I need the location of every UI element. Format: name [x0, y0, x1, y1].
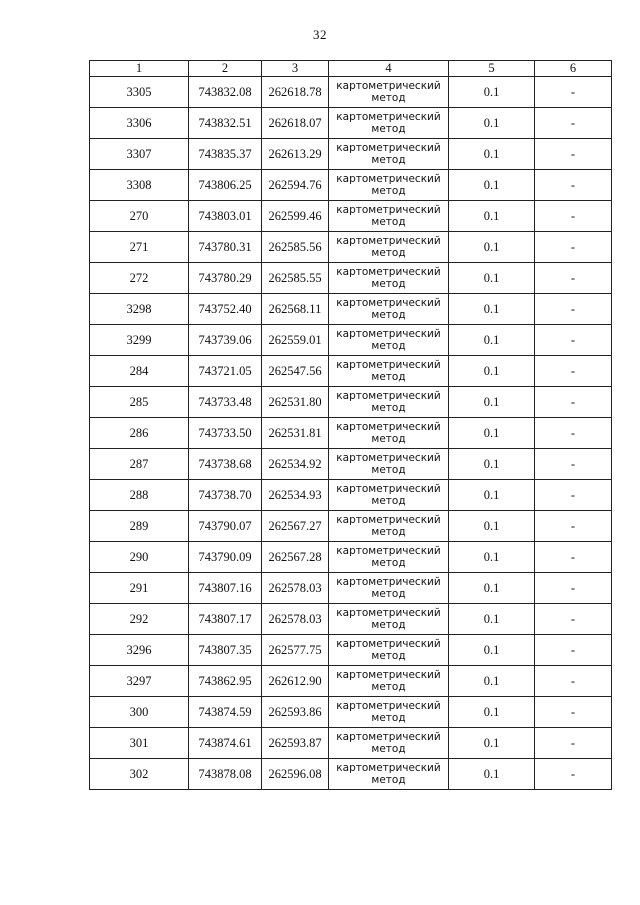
y-coordinate-cell: 262568.11 [262, 294, 329, 325]
table-row [90, 635, 612, 666]
method-line-1: картометрический [336, 328, 441, 340]
header-cell: 2 [189, 61, 262, 77]
header-cell: 6 [535, 61, 612, 77]
x-coordinate-cell: 743733.48 [189, 387, 262, 418]
y-coordinate-cell: 262534.92 [262, 449, 329, 480]
table-row [90, 263, 612, 294]
y-coordinate-cell: 262599.46 [262, 201, 329, 232]
method-line-1: картометрический [336, 204, 441, 216]
method-line-1: картометрический [336, 80, 441, 92]
accuracy-cell: 0.1 [449, 263, 535, 294]
x-coordinate-cell: 743721.05 [189, 356, 262, 387]
description-cell: - [535, 201, 612, 232]
method-cell [329, 201, 449, 232]
method-line-1: картометрический [336, 297, 441, 309]
accuracy-cell: 0.1 [449, 449, 535, 480]
method-line-2: метод [371, 371, 406, 383]
method-line-1: картометрический [336, 483, 441, 495]
x-coordinate-cell: 743862.95 [189, 666, 262, 697]
x-coordinate-cell: 743780.31 [189, 232, 262, 263]
table-row [90, 387, 612, 418]
description-cell: - [535, 480, 612, 511]
method-cell [329, 387, 449, 418]
method-cell [329, 170, 449, 201]
y-coordinate-cell: 262596.08 [262, 759, 329, 790]
method-line-1: картометрический [336, 235, 441, 247]
table-row [90, 728, 612, 759]
method-line-1: картометрический [336, 545, 441, 557]
accuracy-cell: 0.1 [449, 480, 535, 511]
point-number-cell: 291 [90, 573, 189, 604]
point-number-cell: 288 [90, 480, 189, 511]
method-cell [329, 418, 449, 449]
description-cell: - [535, 387, 612, 418]
method-line-1: картометрический [336, 638, 441, 650]
x-coordinate-cell: 743807.35 [189, 635, 262, 666]
point-number-cell: 292 [90, 604, 189, 635]
method-line-1: картометрический [336, 607, 441, 619]
point-number-cell: 302 [90, 759, 189, 790]
table-row [90, 573, 612, 604]
y-coordinate-cell: 262559.01 [262, 325, 329, 356]
point-number-cell: 3298 [90, 294, 189, 325]
method-cell [329, 449, 449, 480]
method-line-2: метод [371, 185, 406, 197]
x-coordinate-cell: 743835.37 [189, 139, 262, 170]
x-coordinate-cell: 743790.07 [189, 511, 262, 542]
table-row [90, 232, 612, 263]
method-cell [329, 542, 449, 573]
y-coordinate-cell: 262585.55 [262, 263, 329, 294]
x-coordinate-cell: 743738.68 [189, 449, 262, 480]
y-coordinate-cell: 262585.56 [262, 232, 329, 263]
x-coordinate-cell: 743739.06 [189, 325, 262, 356]
accuracy-cell: 0.1 [449, 139, 535, 170]
method-cell [329, 697, 449, 728]
point-number-cell: 300 [90, 697, 189, 728]
method-line-2: метод [371, 309, 406, 321]
description-cell: - [535, 263, 612, 294]
table-row [90, 542, 612, 573]
y-coordinate-cell: 262593.87 [262, 728, 329, 759]
x-coordinate-cell: 743738.70 [189, 480, 262, 511]
accuracy-cell: 0.1 [449, 511, 535, 542]
table-row [90, 139, 612, 170]
method-line-2: метод [371, 123, 406, 135]
point-number-cell: 3307 [90, 139, 189, 170]
point-number-cell: 3306 [90, 108, 189, 139]
accuracy-cell: 0.1 [449, 294, 535, 325]
method-cell [329, 263, 449, 294]
method-cell [329, 511, 449, 542]
table-body [90, 61, 612, 790]
accuracy-cell: 0.1 [449, 201, 535, 232]
method-cell [329, 480, 449, 511]
x-coordinate-cell: 743733.50 [189, 418, 262, 449]
method-line-1: картометрический [336, 700, 441, 712]
table-row [90, 294, 612, 325]
x-coordinate-cell: 743807.16 [189, 573, 262, 604]
point-number-cell: 3296 [90, 635, 189, 666]
method-line-1: картометрический [336, 142, 441, 154]
x-coordinate-cell: 743832.51 [189, 108, 262, 139]
method-line-1: картометрический [336, 731, 441, 743]
description-cell: - [535, 635, 612, 666]
y-coordinate-cell: 262612.90 [262, 666, 329, 697]
method-line-1: картометрический [336, 390, 441, 402]
method-cell [329, 294, 449, 325]
description-cell: - [535, 573, 612, 604]
accuracy-cell: 0.1 [449, 666, 535, 697]
method-line-1: картометрический [336, 111, 441, 123]
method-line-1: картометрический [336, 514, 441, 526]
method-line-1: картометрический [336, 576, 441, 588]
point-number-cell: 301 [90, 728, 189, 759]
y-coordinate-cell: 262593.86 [262, 697, 329, 728]
method-line-2: метод [371, 154, 406, 166]
point-number-cell: 285 [90, 387, 189, 418]
method-line-2: метод [371, 743, 406, 755]
accuracy-cell: 0.1 [449, 170, 535, 201]
description-cell: - [535, 232, 612, 263]
table-row [90, 418, 612, 449]
table-row [90, 449, 612, 480]
y-coordinate-cell: 262578.03 [262, 573, 329, 604]
description-cell: - [535, 604, 612, 635]
description-cell: - [535, 697, 612, 728]
y-coordinate-cell: 262531.80 [262, 387, 329, 418]
description-cell: - [535, 108, 612, 139]
description-cell: - [535, 356, 612, 387]
accuracy-cell: 0.1 [449, 697, 535, 728]
table-row [90, 666, 612, 697]
table-row [90, 511, 612, 542]
description-cell: - [535, 511, 612, 542]
header-cell: 1 [90, 61, 189, 77]
method-cell [329, 356, 449, 387]
method-line-1: картометрический [336, 359, 441, 371]
y-coordinate-cell: 262578.03 [262, 604, 329, 635]
description-cell: - [535, 666, 612, 697]
method-line-2: метод [371, 681, 406, 693]
x-coordinate-cell: 743790.09 [189, 542, 262, 573]
description-cell: - [535, 77, 612, 108]
accuracy-cell: 0.1 [449, 635, 535, 666]
description-cell: - [535, 139, 612, 170]
method-line-2: метод [371, 247, 406, 259]
description-cell: - [535, 759, 612, 790]
point-number-cell: 3297 [90, 666, 189, 697]
accuracy-cell: 0.1 [449, 418, 535, 449]
y-coordinate-cell: 262618.07 [262, 108, 329, 139]
header-row [90, 61, 612, 77]
method-cell [329, 108, 449, 139]
description-cell: - [535, 542, 612, 573]
table-row [90, 356, 612, 387]
point-number-cell: 271 [90, 232, 189, 263]
method-cell [329, 604, 449, 635]
method-cell [329, 232, 449, 263]
y-coordinate-cell: 262594.76 [262, 170, 329, 201]
method-cell [329, 325, 449, 356]
y-coordinate-cell: 262618.78 [262, 77, 329, 108]
point-number-cell: 272 [90, 263, 189, 294]
method-cell [329, 573, 449, 604]
page-number: 32 [313, 27, 327, 42]
method-line-2: метод [371, 619, 406, 631]
y-coordinate-cell: 262577.75 [262, 635, 329, 666]
x-coordinate-cell: 743878.08 [189, 759, 262, 790]
method-line-1: картометрический [336, 452, 441, 464]
method-cell [329, 759, 449, 790]
point-number-cell: 289 [90, 511, 189, 542]
description-cell: - [535, 418, 612, 449]
accuracy-cell: 0.1 [449, 604, 535, 635]
method-cell [329, 666, 449, 697]
method-line-2: метод [371, 650, 406, 662]
accuracy-cell: 0.1 [449, 728, 535, 759]
method-line-2: метод [371, 712, 406, 724]
accuracy-cell: 0.1 [449, 356, 535, 387]
y-coordinate-cell: 262613.29 [262, 139, 329, 170]
point-number-cell: 270 [90, 201, 189, 232]
table-row [90, 480, 612, 511]
method-line-1: картометрический [336, 266, 441, 278]
point-number-cell: 3299 [90, 325, 189, 356]
point-number-cell: 3308 [90, 170, 189, 201]
header-cell: 4 [329, 61, 449, 77]
method-line-1: картометрический [336, 669, 441, 681]
x-coordinate-cell: 743780.29 [189, 263, 262, 294]
method-line-2: метод [371, 433, 406, 445]
description-cell: - [535, 294, 612, 325]
coordinates-table [89, 60, 612, 790]
method-cell [329, 139, 449, 170]
y-coordinate-cell: 262531.81 [262, 418, 329, 449]
y-coordinate-cell: 262567.28 [262, 542, 329, 573]
method-line-1: картометрический [336, 421, 441, 433]
point-number-cell: 290 [90, 542, 189, 573]
x-coordinate-cell: 743806.25 [189, 170, 262, 201]
method-line-2: метод [371, 278, 406, 290]
header-cell: 3 [262, 61, 329, 77]
method-line-2: метод [371, 464, 406, 476]
x-coordinate-cell: 743832.08 [189, 77, 262, 108]
point-number-cell: 287 [90, 449, 189, 480]
method-line-1: картометрический [336, 173, 441, 185]
method-line-2: метод [371, 340, 406, 352]
table-row [90, 325, 612, 356]
x-coordinate-cell: 743874.61 [189, 728, 262, 759]
table-row [90, 77, 612, 108]
accuracy-cell: 0.1 [449, 759, 535, 790]
table-row [90, 697, 612, 728]
method-cell [329, 635, 449, 666]
description-cell: - [535, 170, 612, 201]
accuracy-cell: 0.1 [449, 542, 535, 573]
accuracy-cell: 0.1 [449, 573, 535, 604]
method-line-2: метод [371, 557, 406, 569]
point-number-cell: 286 [90, 418, 189, 449]
table-row [90, 108, 612, 139]
accuracy-cell: 0.1 [449, 387, 535, 418]
y-coordinate-cell: 262547.56 [262, 356, 329, 387]
method-line-2: метод [371, 774, 406, 786]
method-cell [329, 728, 449, 759]
method-line-2: метод [371, 402, 406, 414]
accuracy-cell: 0.1 [449, 108, 535, 139]
method-line-2: метод [371, 588, 406, 600]
method-line-2: метод [371, 495, 406, 507]
x-coordinate-cell: 743874.59 [189, 697, 262, 728]
method-line-2: метод [371, 92, 406, 104]
table-row [90, 759, 612, 790]
accuracy-cell: 0.1 [449, 325, 535, 356]
header-cell: 5 [449, 61, 535, 77]
description-cell: - [535, 728, 612, 759]
y-coordinate-cell: 262567.27 [262, 511, 329, 542]
table-row [90, 170, 612, 201]
method-line-2: метод [371, 216, 406, 228]
table-row [90, 604, 612, 635]
description-cell: - [535, 449, 612, 480]
method-line-1: картометрический [336, 762, 441, 774]
y-coordinate-cell: 262534.93 [262, 480, 329, 511]
accuracy-cell: 0.1 [449, 77, 535, 108]
description-cell: - [535, 325, 612, 356]
point-number-cell: 284 [90, 356, 189, 387]
x-coordinate-cell: 743807.17 [189, 604, 262, 635]
x-coordinate-cell: 743803.01 [189, 201, 262, 232]
method-line-2: метод [371, 526, 406, 538]
x-coordinate-cell: 743752.40 [189, 294, 262, 325]
table-row [90, 201, 612, 232]
method-cell [329, 77, 449, 108]
point-number-cell: 3305 [90, 77, 189, 108]
accuracy-cell: 0.1 [449, 232, 535, 263]
